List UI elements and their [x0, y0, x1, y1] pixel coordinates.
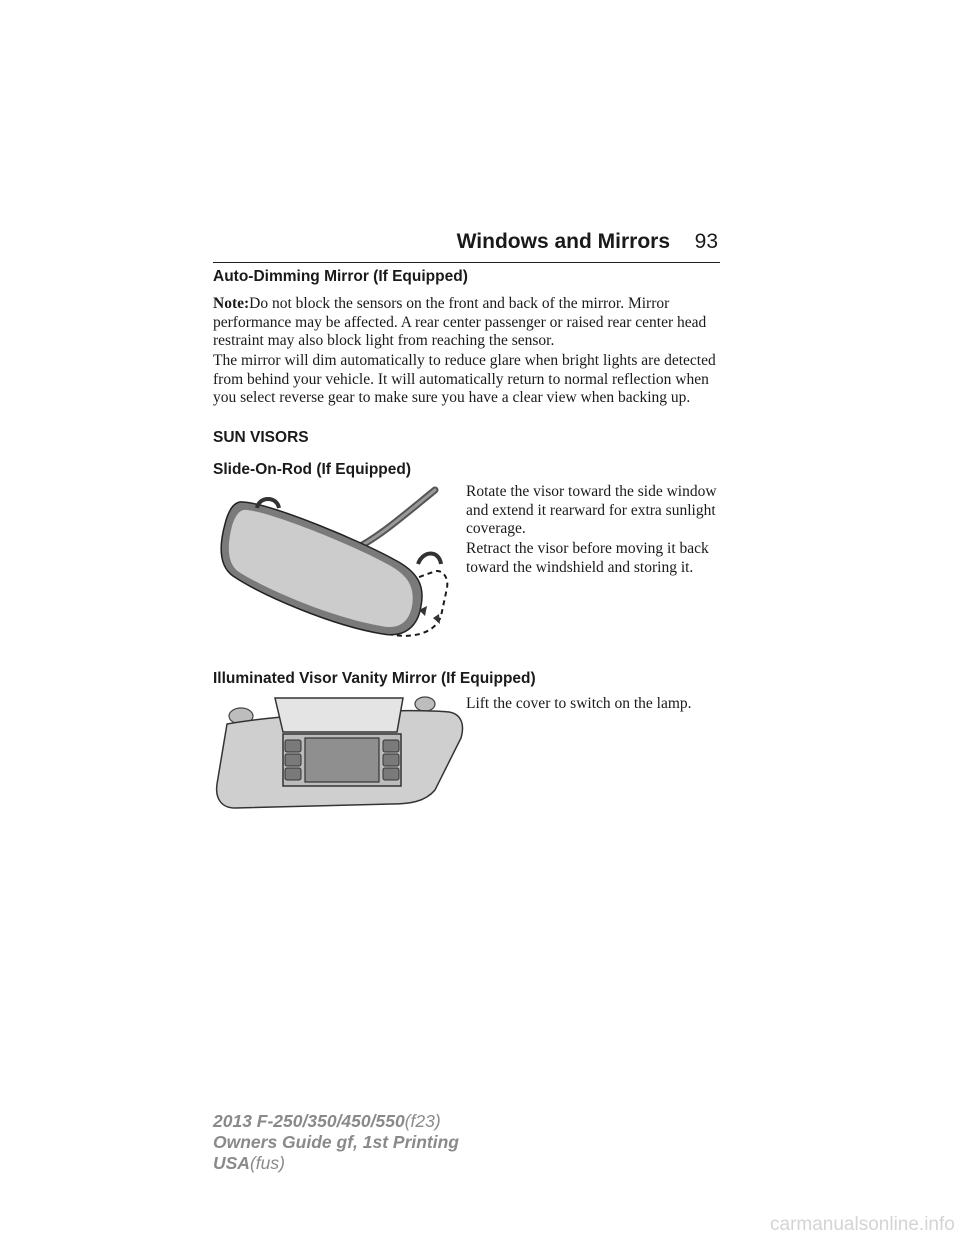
- slide-on-rod-heading: Slide-On-Rod (If Equipped): [213, 461, 412, 478]
- footer-line-2: Owners Guide gf, 1st Printing: [213, 1132, 459, 1152]
- vanity-mirror-heading: Illuminated Visor Vanity Mirror (If Equipped): [213, 670, 536, 687]
- section-title: Windows and Mirrors: [456, 230, 670, 253]
- page-header: [213, 226, 720, 263]
- slide-on-rod-text-2: Retract the visor before moving it back toward the windshield and storing it.: [466, 540, 709, 576]
- auto-dimming-heading: Auto-Dimming Mirror (If Equipped): [213, 268, 468, 285]
- auto-dimming-body: The mirror will dim automatically to reduce glare when bright lights are detected from behind your vehicle. It will automatically return to normal reflection when you select reverse gear to make sure you have a clear view when backing up.: [213, 352, 716, 407]
- note-text: Do not block the sensors on the front and back of the mirror. Mirror performance may be affected. A rear center passenger or raised rear center head restraint may also block light from reaching the sensor.: [213, 295, 707, 350]
- footer: [213, 1111, 459, 1174]
- footer-line-1: 2013 F-250/350/450/550(f23): [213, 1111, 441, 1131]
- note-label: Note:: [213, 295, 250, 312]
- page-number: 93: [694, 230, 718, 253]
- vanity-mirror-text: Lift the cover to switch on the lamp.: [466, 695, 692, 712]
- vanity-mirror-visor-illustration: [213, 694, 465, 812]
- slide-on-rod-visor-illustration: [213, 486, 458, 644]
- slide-on-rod-text-1: Rotate the visor toward the side window and extend it rearward for extra sunlight coverage.: [466, 483, 717, 538]
- sun-visors-heading: SUN VISORS: [213, 429, 309, 446]
- watermark: carmanualsonline.info: [770, 1214, 955, 1235]
- footer-line-3: USA(fus): [213, 1153, 285, 1173]
- note-paragraph: [213, 295, 723, 351]
